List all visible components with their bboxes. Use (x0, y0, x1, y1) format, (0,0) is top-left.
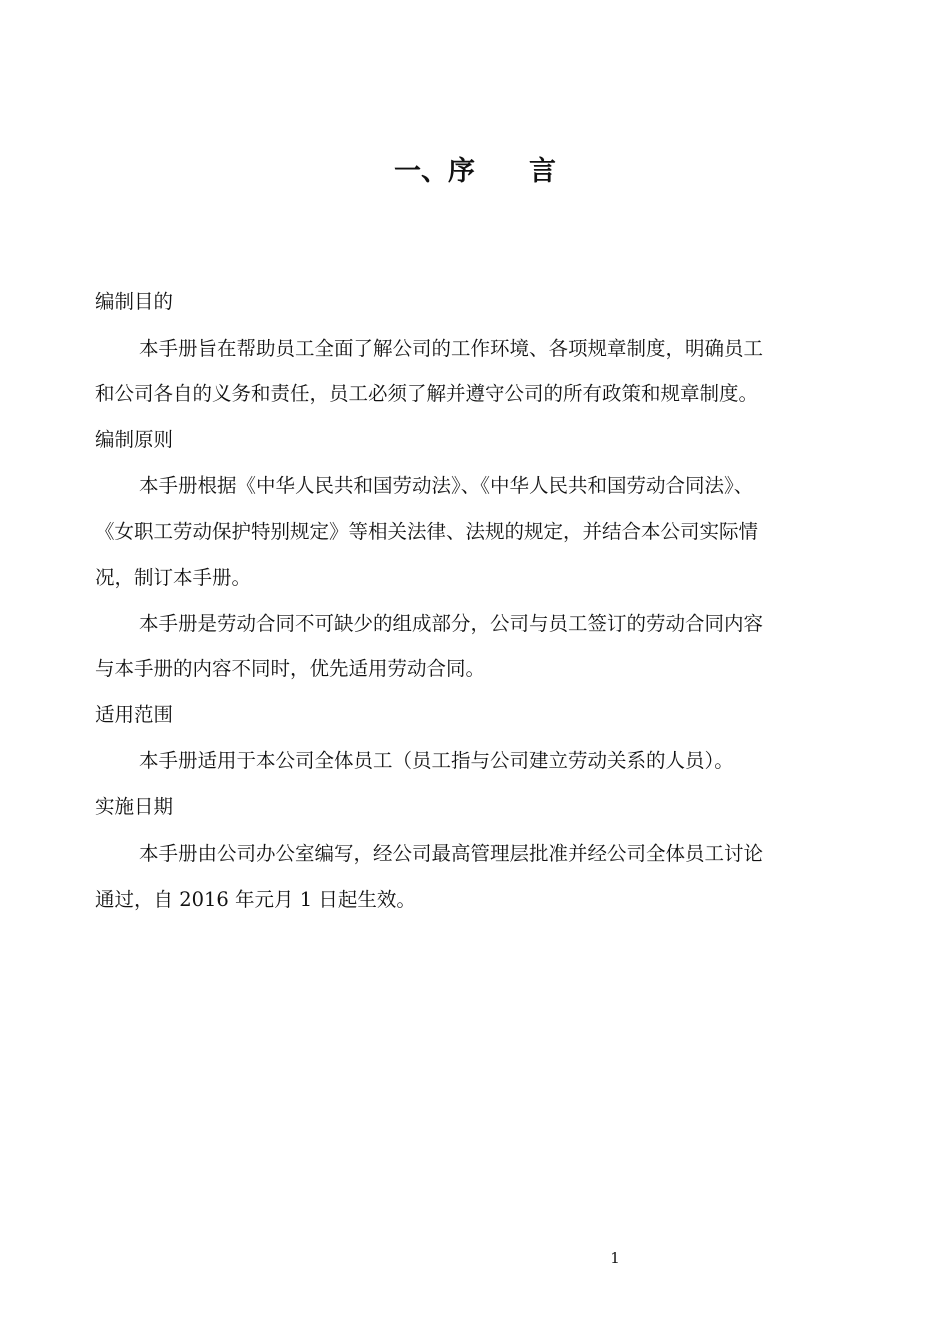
paragraph-line: 本手册根据《中华人民共和国劳动法》、《中华人民共和国劳动合同法》、 (139, 474, 754, 497)
paragraph-line: 况，制订本手册。 (95, 566, 252, 589)
paragraph-line: 本手册由公司办公室编写，经公司最高管理层批准并经公司全体员工讨论 (139, 842, 764, 865)
paragraph-line: 本手册适用于本公司全体员工（员工指与公司建立劳动关系的人员）。 (139, 749, 734, 772)
paragraph-line: 《女职工劳动保护特别规定》等相关法律、法规的规定，并结合本公司实际情 (95, 520, 759, 543)
section-heading-purpose: 编制目的 (95, 290, 174, 313)
page-number: 1 (610, 1249, 620, 1267)
section-heading-principles: 编制原则 (95, 428, 174, 451)
page-title: 一、序 言 (394, 156, 556, 187)
section-heading-effective-date: 实施日期 (95, 795, 174, 818)
paragraph-line: 与本手册的内容不同时，优先适用劳动合同。 (95, 657, 486, 680)
paragraph-line: 和公司各自的义务和责任，员工必须了解并遵守公司的所有政策和规章制度。 (95, 382, 759, 405)
paragraph-line: 本手册是劳动合同不可缺少的组成部分，公司与员工签订的劳动合同内容 (139, 612, 764, 635)
section-heading-scope: 适用范围 (95, 703, 174, 726)
paragraph-line: 本手册旨在帮助员工全面了解公司的工作环境、各项规章制度，明确员工 (139, 337, 764, 360)
paragraph-line: 通过，自 2016 年元月 1 日起生效。 (95, 888, 416, 911)
